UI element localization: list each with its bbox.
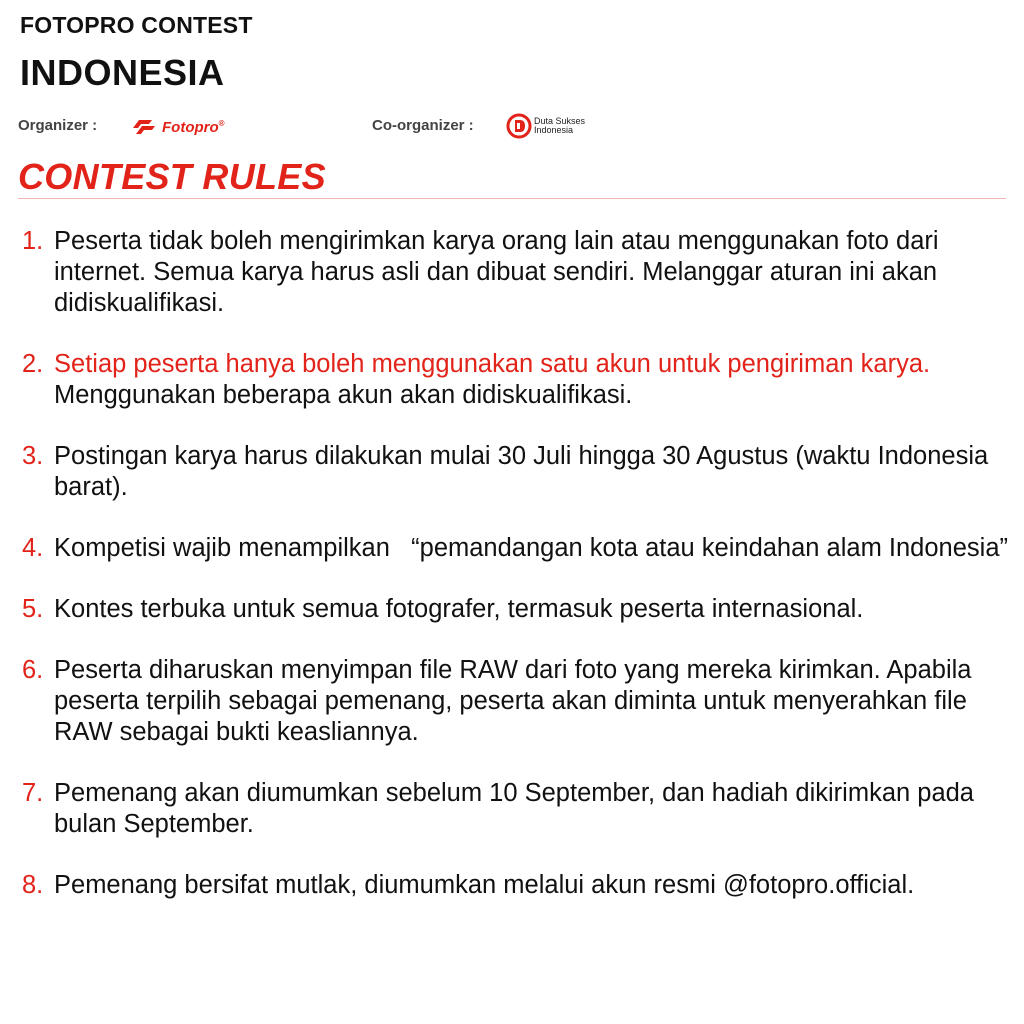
rule-number: 3. <box>22 442 44 470</box>
rule-text: Kompetisi wajib menampilkan “pemandangan kota atau keindahan alam Indonesia” <box>54 534 1008 562</box>
duta-sukses-wordmark <box>534 117 585 135</box>
rule-item-8 <box>22 870 1012 901</box>
rule-number: 8. <box>22 871 44 899</box>
rule-number: 7. <box>22 779 44 807</box>
rule-text: Postingan karya harus dilakukan mulai 30 Juli hingga 30 Agustus (waktu Indonesia barat). <box>54 442 989 501</box>
rule-item-1 <box>22 226 1012 319</box>
rule-number: 1. <box>22 227 44 255</box>
rule-number: 6. <box>22 656 44 684</box>
rule-item-4 <box>22 533 1012 564</box>
fotopro-logo <box>130 114 225 140</box>
rules-list <box>22 226 1012 931</box>
title-divider <box>18 198 1006 199</box>
fotopro-name: Fotopro <box>162 118 219 136</box>
contest-country: INDONESIA <box>20 52 225 93</box>
rule-item-3 <box>22 441 1012 503</box>
rule-text: Pemenang akan diumumkan sebelum 10 September, dan hadiah dikirimkan pada bulan September. <box>54 779 974 838</box>
duta-sukses-logo <box>506 112 585 140</box>
coorganizer-label: Co-organizer : <box>372 117 474 134</box>
fotopro-logo-icon <box>130 115 158 139</box>
rule-item-7 <box>22 778 1012 840</box>
duta-sukses-name-line1: Duta Sukses <box>534 116 586 126</box>
rule-item-5 <box>22 594 1012 625</box>
organizer-row <box>18 112 718 142</box>
rule-number: 2. <box>22 350 44 378</box>
rule-text: Menggunakan beberapa akun akan didiskualifikasi. <box>54 381 633 409</box>
rule-item-2 <box>22 349 1012 411</box>
rule-item-6 <box>22 655 1012 748</box>
duta-sukses-logo-icon <box>506 113 532 139</box>
contest-rules-title: CONTEST RULES <box>18 156 326 197</box>
rule-text: Pemenang bersifat mutlak, diumumkan melalui akun resmi @fotopro.official. <box>54 871 915 899</box>
rule-text: Peserta diharuskan menyimpan file RAW dari foto yang mereka kirimkan. Apabila peserta terpilih sebagai pemenang, peserta akan diminta untuk menyerahkan file RAW sebagai bukti keasliannya. <box>54 656 972 746</box>
registered-mark: ® <box>218 118 225 128</box>
organizer-label: Organizer : <box>18 117 98 134</box>
fotopro-wordmark <box>162 119 225 136</box>
contest-eyebrow: FOTOPRO CONTEST <box>20 12 253 38</box>
rule-text: Peserta tidak boleh mengirimkan karya orang lain atau menggunakan foto dari internet. Semua karya harus asli dan dibuat sendiri. Melanggar aturan ini akan didiskualifikasi. <box>54 227 939 317</box>
rule-number: 5. <box>22 595 44 623</box>
rule-highlight: Setiap peserta hanya boleh menggunakan satu akun untuk pengiriman karya. <box>54 350 931 378</box>
rule-number: 4. <box>22 534 44 562</box>
duta-sukses-name-line2: Indonesia <box>534 125 574 135</box>
rule-text: Kontes terbuka untuk semua fotografer, termasuk peserta internasional. <box>54 595 864 623</box>
